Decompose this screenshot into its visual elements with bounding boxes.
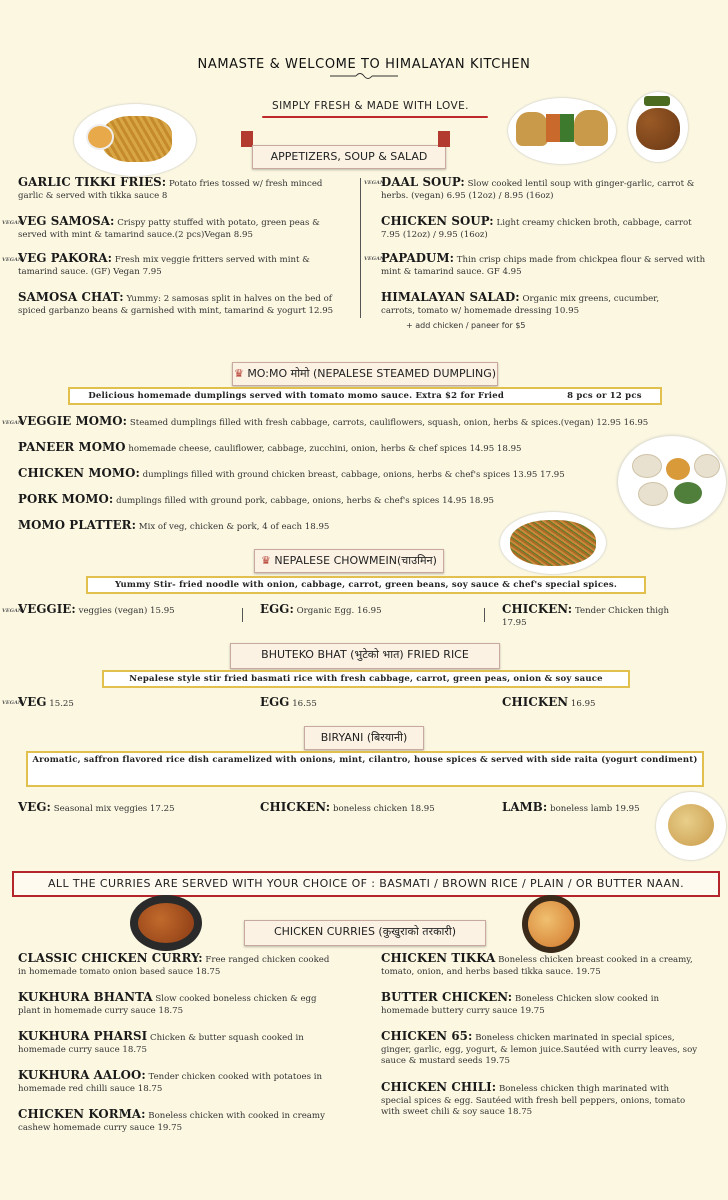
menu-item: CHICKEN KORMA: Boneless chicken with cooked in creamy cashew homemade curry sauce 19.75: [18, 1107, 325, 1133]
fried-rice-subtitle: Nepalese style stir fried basmati rice with fresh cabbage, carrot, green peas, onion & soy sauce: [102, 670, 630, 688]
vegan-badge: VEGAN: [2, 220, 23, 226]
crown-icon: ♛: [261, 554, 271, 567]
menu-item: CHICKEN 65: Boneless chicken marinated in special spices, ginger, garlic, egg, yogurt, & lemon juice.Sautéed with curry leaves, soy sauce & mustard seeds 19.75: [381, 1029, 698, 1066]
fried-rice-heading: BHUTEKO BHAT (भुटेको भात) FRIED RICE: [230, 643, 500, 669]
menu-item: CHICKEN: boneless chicken 18.95: [260, 800, 435, 814]
column-divider: [242, 608, 243, 622]
banner-tail: [438, 131, 450, 147]
vegan-badge: VEGAN: [2, 420, 23, 426]
chicken-curries-heading: CHICKEN CURRIES (कुखुराको तरकारी): [244, 920, 486, 946]
biryani-heading: BIRYANI (बिरयानी): [304, 726, 424, 750]
menu-item: CHICKEN MOMO: dumplings filled with ground chicken breast, cabbage, onions, herbs & chef's spices 13.95 17.95: [18, 466, 565, 480]
menu-item: PORK MOMO: dumplings filled with ground pork, cabbage, onions, herbs & chef's spices 14.95 18.95: [18, 492, 495, 506]
fries-plate-image: [74, 104, 196, 176]
chowmein-heading: [254, 549, 444, 573]
pakora-plate-image: [628, 92, 688, 162]
menu-item: VEG: Seasonal mix veggies 17.25: [18, 800, 175, 814]
menu-item: SAMOSA CHAT: Yummy: 2 samosas split in halves on the bed of spiced garbanzo beans & garnished with mint, tamarind & yogurt 12.95: [18, 290, 334, 316]
biryani-plate-image: [656, 792, 726, 860]
menu-item: VEG SAMOSA: Crispy patty stuffed with potato, green peas & served with mint & tamarind sauce.(2 pcs)Vegan 8.95: [18, 214, 320, 240]
chowmein-heading-text: NEPALESE CHOWMEIN(चाउमिन): [274, 554, 437, 567]
momo-heading: [232, 362, 498, 386]
menu-item: CHICKEN SOUP: Light creamy chicken broth, cabbage, carrot 7.95 (12oz) / 9.95 (16oz): [381, 214, 692, 240]
chicken-curry-bowl-image: [130, 895, 202, 951]
column-divider: [484, 608, 485, 622]
tikka-bowl-image: [522, 895, 580, 953]
menu-item: CHICKEN TIKKA Boneless chicken breast cooked in a creamy, tomato, onion, and herbs based tikka sauce. 19.75: [381, 951, 693, 977]
menu-item: GARLIC TIKKI FRIES: Potato fries tossed w/ fresh minced garlic & served with tikka sauce 8: [18, 175, 323, 201]
vegan-badge: VEGAN: [2, 608, 23, 614]
chowmein-plate-image: [500, 512, 606, 574]
crown-icon: ♛: [233, 367, 244, 380]
menu-item: KUKHURA PHARSI Chicken & butter squash cooked in homemade curry sauce 18.75: [18, 1029, 304, 1055]
samosa-plate-image: [508, 98, 616, 164]
title-ornament-icon: [330, 72, 398, 80]
menu-item: PANEER MOMO homemade cheese, cauliflower, cabbage, zucchini, onion, herbs & chef spices 14.95 18.95: [18, 440, 522, 454]
menu-item: CHICKEN: Tender Chicken thigh 17.95: [502, 602, 670, 628]
tagline: SIMPLY FRESH & MADE WITH LOVE.: [272, 100, 469, 112]
chowmein-subtitle: Yummy Stir- fried noodle with onion, cabbage, carrot, green beans, soy sauce & chef's special spices.: [86, 576, 646, 594]
menu-item: EGG: Organic Egg. 16.95: [260, 602, 382, 616]
tagline-underline: [262, 116, 488, 118]
vegan-badge: VEGAN: [2, 700, 23, 706]
menu-item: CHICKEN CHILI: Boneless chicken thigh marinated with special spices & egg. Sautéed with fresh bell peppers, onions, tomato with sweet chili & soy sauce 18.75: [381, 1080, 686, 1117]
menu-item: LAMB: boneless lamb 19.95: [502, 800, 640, 814]
momo-plate-image: [618, 436, 726, 528]
menu-item: EGG 16.55: [260, 695, 317, 709]
momo-heading-text: MO:MO मोमो (NEPALESE STEAMED DUMPLING): [247, 367, 497, 380]
vegan-badge: VEGAN: [364, 256, 385, 262]
menu-item: HIMALAYAN SALAD: Organic mix greens, cucumber, carrots, tomato w/ homemade dressing 10.95: [381, 290, 660, 316]
vegan-badge: VEGAN: [364, 180, 385, 186]
menu-item: CHICKEN 16.95: [502, 695, 596, 709]
appetizers-heading: APPETIZERS, SOUP & SALAD: [252, 145, 446, 169]
menu-item: CLASSIC CHICKEN CURRY: Free ranged chicken cooked in homemade tomato onion based sauce 18.75: [18, 951, 330, 977]
salad-addon: + add chicken / paneer for $5: [406, 321, 526, 330]
momo-subtitle-bar: [68, 387, 662, 405]
menu-item: MOMO PLATTER: Mix of veg, chicken & pork, 4 of each 18.95: [18, 518, 330, 532]
biryani-subtitle: Aromatic, saffron flavored rice dish caramelized with onions, mint, cilantro, house spices & served with side raita (yogurt condiment): [26, 751, 704, 787]
column-divider: [360, 178, 361, 318]
momo-pieces: 8 pcs or 12 pcs: [567, 391, 642, 401]
vegan-badge: VEGAN: [2, 257, 23, 263]
menu-item: VEG PAKORA: Fresh mix veggie fritters served with mint & tamarind sauce. (GF) Vegan 7.95: [18, 251, 310, 277]
menu-item: KUKHURA AALOO: Tender chicken cooked with potatoes in homemade red chilli sauce 18.75: [18, 1068, 322, 1094]
menu-item: PAPADUM: Thin crisp chips made from chickpea flour & served with mint & tamarind sauce. GF 4.95: [381, 251, 706, 277]
curries-note: ALL THE CURRIES ARE SERVED WITH YOUR CHOICE OF : BASMATI / BROWN RICE / PLAIN / OR BUTTER NAAN.: [12, 871, 720, 897]
menu-item: VEGGIE MOMO: Steamed dumplings filled with fresh cabbage, carrots, cauliflowers, squash, onion, herbs & spices.(vegan) 12.95 16.95: [18, 414, 649, 428]
menu-item: BUTTER CHICKEN: Boneless Chicken slow cooked in homemade buttery curry sauce 19.75: [381, 990, 660, 1016]
menu-item: DAAL SOUP: Slow cooked lentil soup with ginger-garlic, carrot & herbs. (vegan) 6.95 (12oz) / 8.95 (16oz): [381, 175, 695, 201]
menu-item: VEG 15.25: [18, 695, 74, 709]
menu-item: VEGGIE: veggies (vegan) 15.95: [18, 602, 175, 616]
page-title: NAMASTE & WELCOME TO HIMALAYAN KITCHEN: [197, 57, 531, 72]
momo-subtitle: Delicious homemade dumplings served with tomato momo sauce. Extra $2 for Fried: [88, 391, 504, 401]
menu-item: KUKHURA BHANTA Slow cooked boneless chicken & egg plant in homemade curry sauce 18.75: [18, 990, 317, 1016]
